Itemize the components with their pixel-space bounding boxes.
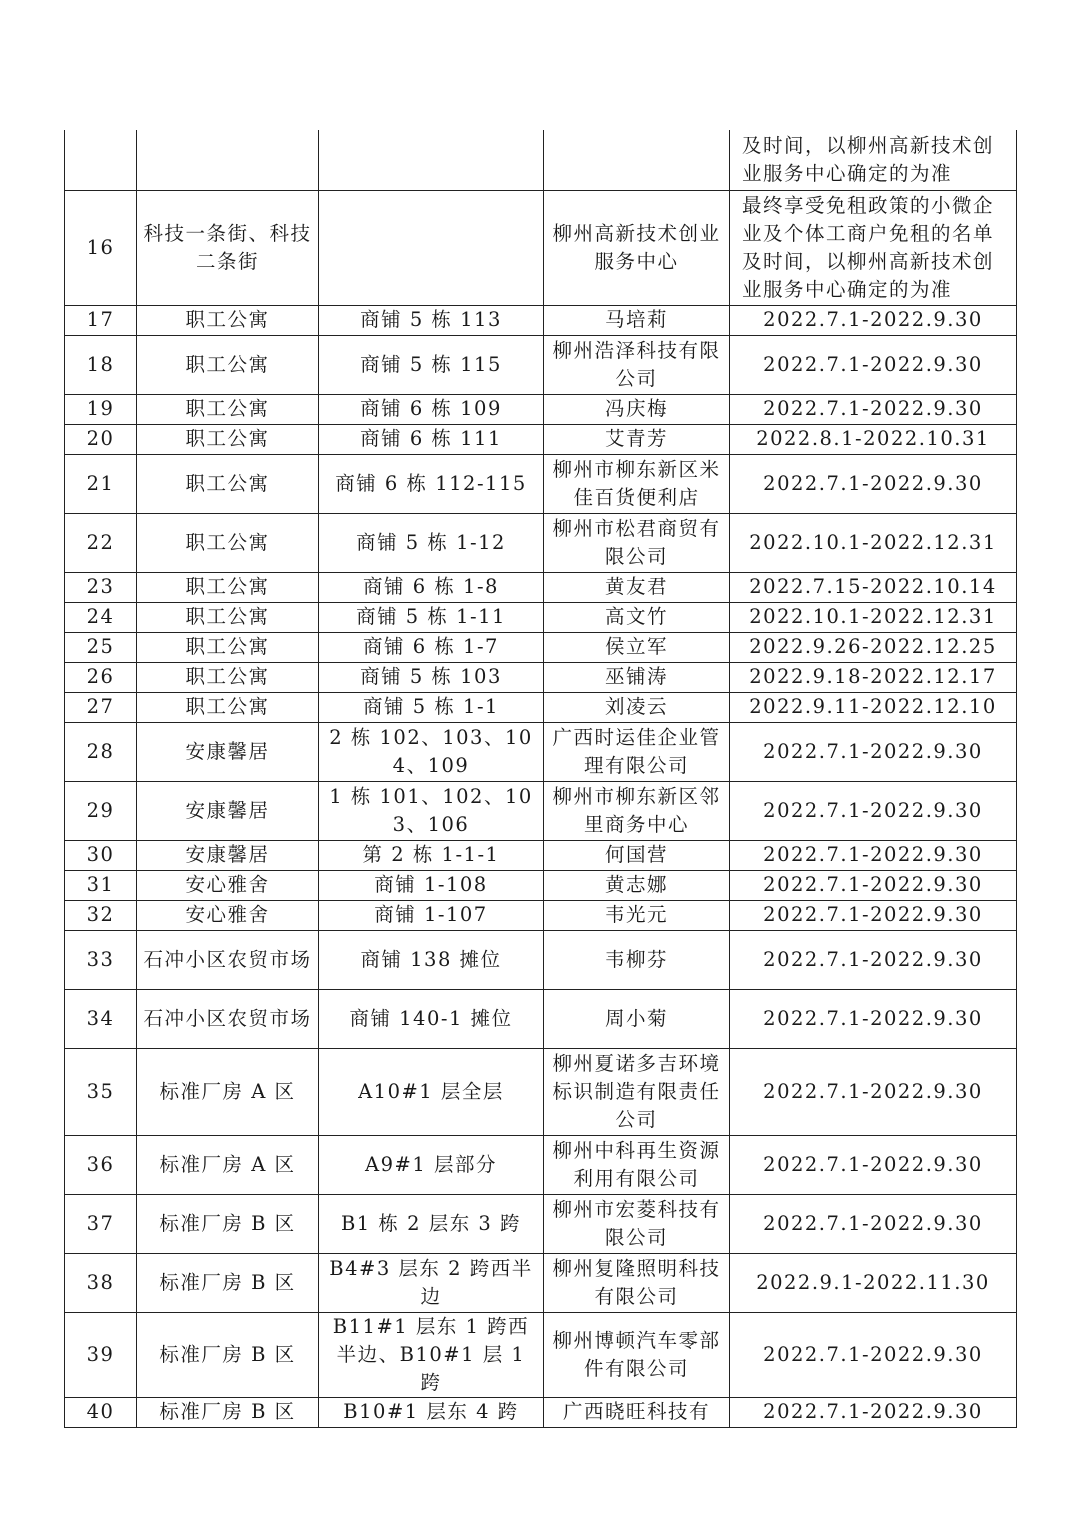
cell-unit: B11#1 层东 1 跨西半边、B10#1 层 1 跨 — [319, 1312, 544, 1397]
cell-period: 2022.7.1-2022.9.30 — [730, 722, 1017, 781]
cell-location: 标准厂房 B 区 — [137, 1312, 319, 1397]
cell-location: 职工公寓 — [137, 572, 319, 602]
cell-period: 2022.7.1-2022.9.30 — [730, 840, 1017, 870]
cell-location: 科技一条街、科技二条街 — [137, 190, 319, 305]
cell-unit: 商铺 5 栋 1-1 — [319, 692, 544, 722]
cell-tenant: 柳州市柳东新区邻里商务中心 — [544, 781, 730, 840]
table-row — [65, 305, 1017, 335]
cell-location: 职工公寓 — [137, 394, 319, 424]
table-row — [65, 1135, 1017, 1194]
table-row — [65, 513, 1017, 572]
cell-no: 26 — [65, 662, 137, 692]
cell-tenant: 柳州中科再生资源利用有限公司 — [544, 1135, 730, 1194]
cell-no: 37 — [65, 1194, 137, 1253]
cell-period: 2022.9.1-2022.11.30 — [730, 1253, 1017, 1312]
cell-tenant: 广西晓旺科技有 — [544, 1397, 730, 1427]
cell-period: 2022.7.1-2022.9.30 — [730, 1048, 1017, 1135]
cell-period: 2022.7.1-2022.9.30 — [730, 989, 1017, 1048]
cell-unit: B1 栋 2 层东 3 跨 — [319, 1194, 544, 1253]
cell-no: 18 — [65, 335, 137, 394]
cell-period: 2022.7.1-2022.9.30 — [730, 1312, 1017, 1397]
cell-tenant: 黄友君 — [544, 572, 730, 602]
cell-no: 39 — [65, 1312, 137, 1397]
table-row — [65, 692, 1017, 722]
cell-no: 17 — [65, 305, 137, 335]
cell-period: 2022.10.1-2022.12.31 — [730, 602, 1017, 632]
cell-unit: A9#1 层部分 — [319, 1135, 544, 1194]
cell-no: 24 — [65, 602, 137, 632]
cell-unit: 商铺 6 栋 109 — [319, 394, 544, 424]
table-row — [65, 335, 1017, 394]
cell-location: 标准厂房 B 区 — [137, 1194, 319, 1253]
cell-period: 2022.9.26-2022.12.25 — [730, 632, 1017, 662]
cell-tenant — [544, 130, 730, 190]
cell-tenant: 柳州博顿汽车零部件有限公司 — [544, 1312, 730, 1397]
cell-no: 21 — [65, 454, 137, 513]
cell-no: 23 — [65, 572, 137, 602]
cell-tenant: 柳州高新技术创业服务中心 — [544, 190, 730, 305]
cell-unit: 1 栋 101、102、103、106 — [319, 781, 544, 840]
cell-period: 2022.7.1-2022.9.30 — [730, 870, 1017, 900]
cell-location: 安康馨居 — [137, 722, 319, 781]
cell-period: 2022.7.1-2022.9.30 — [730, 1397, 1017, 1427]
cell-location: 职工公寓 — [137, 335, 319, 394]
cell-location: 职工公寓 — [137, 513, 319, 572]
cell-no — [65, 130, 137, 190]
cell-no: 34 — [65, 989, 137, 1048]
cell-period: 2022.8.1-2022.10.31 — [730, 424, 1017, 454]
table-row — [65, 130, 1017, 190]
cell-no: 29 — [65, 781, 137, 840]
cell-location: 职工公寓 — [137, 662, 319, 692]
cell-location: 标准厂房 B 区 — [137, 1253, 319, 1312]
table-row — [65, 454, 1017, 513]
cell-no: 25 — [65, 632, 137, 662]
cell-tenant: 高文竹 — [544, 602, 730, 632]
table-row — [65, 1194, 1017, 1253]
cell-period: 2022.7.1-2022.9.30 — [730, 930, 1017, 989]
cell-unit: 商铺 5 栋 113 — [319, 305, 544, 335]
table-row — [65, 190, 1017, 305]
cell-location: 职工公寓 — [137, 305, 319, 335]
cell-period: 2022.7.1-2022.9.30 — [730, 900, 1017, 930]
cell-unit: A10#1 层全层 — [319, 1048, 544, 1135]
cell-unit: 第 2 栋 1-1-1 — [319, 840, 544, 870]
cell-unit: 商铺 5 栋 103 — [319, 662, 544, 692]
cell-no: 20 — [65, 424, 137, 454]
cell-location: 安康馨居 — [137, 781, 319, 840]
cell-no: 32 — [65, 900, 137, 930]
cell-tenant: 韦光元 — [544, 900, 730, 930]
cell-location: 安心雅舍 — [137, 900, 319, 930]
table-row — [65, 870, 1017, 900]
cell-period: 2022.7.1-2022.9.30 — [730, 781, 1017, 840]
cell-unit: 商铺 6 栋 1-7 — [319, 632, 544, 662]
cell-tenant: 何国营 — [544, 840, 730, 870]
table-row — [65, 781, 1017, 840]
cell-tenant: 柳州市松君商贸有限公司 — [544, 513, 730, 572]
cell-unit: 商铺 138 摊位 — [319, 930, 544, 989]
cell-tenant: 韦柳芬 — [544, 930, 730, 989]
cell-period: 2022.9.11-2022.12.10 — [730, 692, 1017, 722]
table-row — [65, 1048, 1017, 1135]
cell-period: 2022.7.1-2022.9.30 — [730, 335, 1017, 394]
cell-unit: 商铺 6 栋 111 — [319, 424, 544, 454]
cell-tenant: 柳州夏诺多吉环境标识制造有限责任公司 — [544, 1048, 730, 1135]
cell-location: 职工公寓 — [137, 602, 319, 632]
cell-unit: B10#1 层东 4 跨 — [319, 1397, 544, 1427]
cell-unit: 商铺 6 栋 1-8 — [319, 572, 544, 602]
cell-period: 2022.7.1-2022.9.30 — [730, 305, 1017, 335]
cell-tenant: 艾青芳 — [544, 424, 730, 454]
cell-period: 最终享受免租政策的小微企业及个体工商户免租的名单及时间，以柳州高新技术创业服务中心确定的为准 — [730, 190, 1017, 305]
cell-period: 及时间，以柳州高新技术创业服务中心确定的为准 — [730, 130, 1017, 190]
table-row — [65, 1253, 1017, 1312]
cell-location: 安康馨居 — [137, 840, 319, 870]
table-row — [65, 900, 1017, 930]
table-row — [65, 722, 1017, 781]
cell-tenant: 柳州复隆照明科技有限公司 — [544, 1253, 730, 1312]
cell-unit: 商铺 140-1 摊位 — [319, 989, 544, 1048]
table-row — [65, 1397, 1017, 1427]
cell-period: 2022.7.1-2022.9.30 — [730, 1194, 1017, 1253]
cell-location — [137, 130, 319, 190]
cell-tenant: 侯立军 — [544, 632, 730, 662]
cell-period: 2022.7.15-2022.10.14 — [730, 572, 1017, 602]
cell-unit: 商铺 5 栋 115 — [319, 335, 544, 394]
cell-location: 职工公寓 — [137, 454, 319, 513]
table-row — [65, 394, 1017, 424]
cell-no: 28 — [65, 722, 137, 781]
cell-period: 2022.7.1-2022.9.30 — [730, 1135, 1017, 1194]
table-row — [65, 930, 1017, 989]
cell-tenant: 柳州市宏菱科技有限公司 — [544, 1194, 730, 1253]
table-row — [65, 602, 1017, 632]
table-row — [65, 1312, 1017, 1397]
table-row — [65, 572, 1017, 602]
cell-tenant: 柳州浩泽科技有限公司 — [544, 335, 730, 394]
rent-free-table — [64, 130, 1017, 1428]
cell-tenant: 冯庆梅 — [544, 394, 730, 424]
cell-unit: 商铺 6 栋 112-115 — [319, 454, 544, 513]
cell-unit — [319, 130, 544, 190]
cell-unit — [319, 190, 544, 305]
cell-no: 35 — [65, 1048, 137, 1135]
cell-location: 标准厂房 A 区 — [137, 1135, 319, 1194]
cell-no: 30 — [65, 840, 137, 870]
cell-unit: 商铺 1-107 — [319, 900, 544, 930]
cell-unit: B4#3 层东 2 跨西半边 — [319, 1253, 544, 1312]
table-row — [65, 424, 1017, 454]
cell-unit: 商铺 5 栋 1-11 — [319, 602, 544, 632]
cell-tenant: 广西时运佳企业管理有限公司 — [544, 722, 730, 781]
cell-no: 27 — [65, 692, 137, 722]
cell-tenant: 黄志娜 — [544, 870, 730, 900]
cell-no: 40 — [65, 1397, 137, 1427]
cell-location: 石冲小区农贸市场 — [137, 989, 319, 1048]
cell-location: 标准厂房 B 区 — [137, 1397, 319, 1427]
cell-no: 36 — [65, 1135, 137, 1194]
cell-location: 职工公寓 — [137, 692, 319, 722]
cell-period: 2022.10.1-2022.12.31 — [730, 513, 1017, 572]
cell-location: 职工公寓 — [137, 424, 319, 454]
cell-period: 2022.7.1-2022.9.30 — [730, 394, 1017, 424]
table-row — [65, 632, 1017, 662]
table-body — [65, 130, 1017, 1427]
cell-no: 19 — [65, 394, 137, 424]
table-row — [65, 662, 1017, 692]
cell-no: 22 — [65, 513, 137, 572]
cell-tenant: 柳州市柳东新区米佳百货便利店 — [544, 454, 730, 513]
cell-tenant: 巫铺涛 — [544, 662, 730, 692]
cell-no: 38 — [65, 1253, 137, 1312]
cell-location: 标准厂房 A 区 — [137, 1048, 319, 1135]
cell-location: 石冲小区农贸市场 — [137, 930, 319, 989]
cell-no: 31 — [65, 870, 137, 900]
cell-location: 职工公寓 — [137, 632, 319, 662]
cell-unit: 2 栋 102、103、104、109 — [319, 722, 544, 781]
cell-no: 16 — [65, 190, 137, 305]
cell-unit: 商铺 1-108 — [319, 870, 544, 900]
cell-period: 2022.9.18-2022.12.17 — [730, 662, 1017, 692]
cell-period: 2022.7.1-2022.9.30 — [730, 454, 1017, 513]
cell-tenant: 刘凌云 — [544, 692, 730, 722]
cell-location: 安心雅舍 — [137, 870, 319, 900]
cell-unit: 商铺 5 栋 1-12 — [319, 513, 544, 572]
table-row — [65, 989, 1017, 1048]
table-row — [65, 840, 1017, 870]
cell-tenant: 周小菊 — [544, 989, 730, 1048]
cell-no: 33 — [65, 930, 137, 989]
cell-tenant: 马培莉 — [544, 305, 730, 335]
